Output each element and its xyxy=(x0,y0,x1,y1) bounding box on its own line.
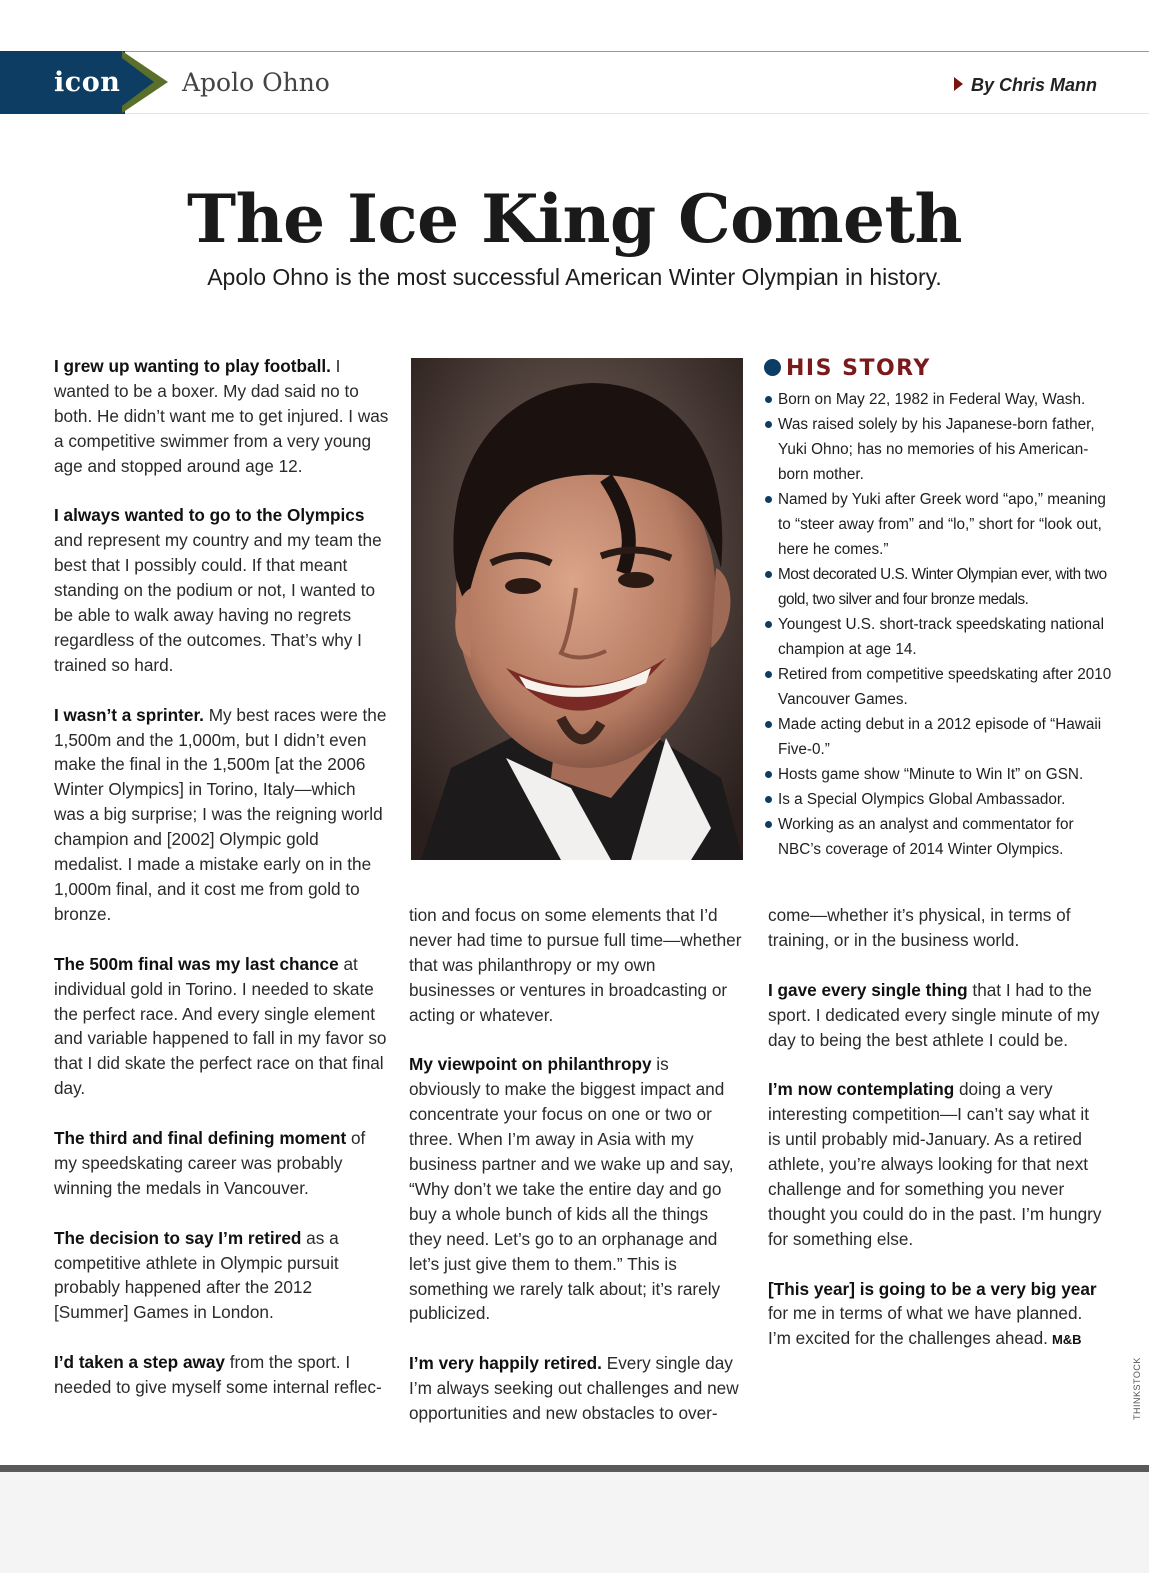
sidebar-item: Hosts game show “Minute to Win It” on GSN. xyxy=(764,762,1114,787)
footer-area xyxy=(0,1472,1149,1573)
article-paragraph xyxy=(54,503,390,677)
paragraph-lead: I’d taken a step away xyxy=(54,1352,225,1373)
paragraph-text: at individual gold in Torino. I needed to skate the perfect race. And every single element and variable happened to fall in my favor so that I did skate the perfect race on that final day. xyxy=(54,953,387,1099)
paragraph-lead: The 500m final was my last chance xyxy=(54,953,339,974)
header-rule xyxy=(0,113,1149,114)
paragraph-text: Every single day I’m always seeking out challenges and new opportunities and new obstacles to over- xyxy=(409,1353,739,1424)
paragraph-lead: The third and final defining moment xyxy=(54,1128,347,1149)
deck: Apolo Ohno is the most successful American Winter Olympian in history. xyxy=(207,264,942,290)
article-paragraph xyxy=(768,1077,1104,1251)
end-mark-logo: M&B xyxy=(1051,1332,1082,1348)
article-paragraph xyxy=(54,1226,390,1326)
article-paragraph xyxy=(54,1126,390,1201)
paragraph-text: is obviously to make the biggest impact and concentrate your focus on one or two or three. When I’m away in Asia with my business partner and we wake up and say, “Why don’t we take the entire day and go buy a whole bunch of kids all the things they need. Let’s go to an orphanage and let’s just give them to them.” This is something we rarely talk about; it’s rarely publicized. xyxy=(409,1054,734,1324)
photo-credit: THINKSTOCK xyxy=(1132,1357,1142,1420)
headline: The Ice King Cometh xyxy=(187,180,962,258)
paragraph-text: tion and focus on some elements that I’d never had time to pursue full time—whether that was philanthropy or my own businesses or ventures in broadcasting or acting or whatever. xyxy=(409,905,742,1025)
paragraph-text: My best races were the 1,500m and the 1,000m, but I didn’t even make the final in the 1,500m [at the 2006 Winter Olympics] in Torino, Italy—which was a big surprise; I was the reigning world champion and [2002] Olympic gold medalist. I made a mistake early on in the 1,000m final, and it cost me from gold to bronze. xyxy=(54,704,387,924)
sidebar-item: Youngest U.S. short-track speedskating national champion at age 14. xyxy=(764,612,1114,662)
paragraph-text: from the sport. I needed to give myself some internal reflec- xyxy=(54,1352,382,1398)
sidebar-item: Made acting debut in a 2012 episode of “Hawaii Five-0.” xyxy=(764,712,1114,762)
sidebar-item: Was raised solely by his Japanese-born father, Yuki Ohno; has no memories of his American-born mother. xyxy=(764,412,1114,487)
paragraph-lead: I always wanted to go to the Olympics xyxy=(54,505,365,526)
paragraph-text: I wanted to be a boxer. My dad said no to both. He didn’t want me to get injured. I was a competitive swimmer from a very young age and stopped around age 12. xyxy=(54,356,389,476)
portrait-illustration xyxy=(411,358,743,860)
paragraph-lead: My viewpoint on philanthropy xyxy=(409,1054,652,1075)
circle-bullet-icon xyxy=(764,359,781,376)
paragraph-text: and represent my country and my team the best that I possibly could. If that meant standing on the podium or not, I wanted to be able to walk away having no regrets regardless of the outcomes. That’s why I trained so hard. xyxy=(54,530,382,675)
article-paragraph xyxy=(409,1351,745,1426)
article-paragraph xyxy=(409,1052,745,1326)
article-paragraph xyxy=(54,703,390,927)
article-column-3 xyxy=(768,903,1104,1378)
subject-name: Apolo Ohno xyxy=(182,68,330,97)
paragraph-lead: I wasn’t a sprinter. xyxy=(54,704,204,725)
sidebar-title-text: HIS STORY xyxy=(786,356,931,381)
sidebar-title xyxy=(764,355,1114,383)
paragraph-lead: [This year] is going to be a very big year xyxy=(768,1278,1097,1299)
top-rule xyxy=(0,51,1149,52)
tab-arrow-inner xyxy=(122,58,154,106)
sidebar-item: Most decorated U.S. Winter Olympian ever, with two gold, two silver and four bronze medals. xyxy=(764,562,1114,612)
sidebar-item: Working as an analyst and commentator for NBC’s coverage of 2014 Winter Olympics. xyxy=(764,812,1114,862)
article-paragraph xyxy=(768,978,1104,1053)
article-paragraph xyxy=(409,903,745,1028)
footer-rule xyxy=(0,1465,1149,1472)
byline-arrow-icon xyxy=(954,77,963,91)
article-paragraph xyxy=(54,952,390,1101)
paragraph-text: of my speedskating career was probably winning the medals in Vancouver. xyxy=(54,1128,366,1198)
paragraph-text: that I had to the sport. I dedicated every single minute of my day to being the best athlete I could be. xyxy=(768,979,1100,1050)
article-paragraph xyxy=(768,903,1104,953)
paragraph-text: as a competitive athlete in Olympic pursuit probably happened after the 2012 [Summer] Games in London. xyxy=(54,1227,339,1323)
article-column-1 xyxy=(54,354,390,1425)
his-story-sidebar xyxy=(764,355,1114,862)
byline xyxy=(954,75,1097,96)
sidebar-item: Born on May 22, 1982 in Federal Way, Wash. xyxy=(764,387,1114,412)
byline-text: By Chris Mann xyxy=(970,75,1097,95)
article-paragraph xyxy=(54,1350,390,1400)
article-column-2 xyxy=(409,903,745,1451)
sidebar-item: Named by Yuki after Greek word “apo,” meaning to “steer away from” and “lo,” short for “look out, here he comes.” xyxy=(764,487,1114,562)
paragraph-lead: I’m now contemplating xyxy=(768,1079,955,1100)
paragraph-lead: I grew up wanting to play football. xyxy=(54,356,331,376)
paragraph-text: for me in terms of what we have planned. I’m excited for the challenges ahead. xyxy=(768,1303,1083,1349)
article-paragraph xyxy=(54,354,390,479)
article-paragraph xyxy=(768,1277,1104,1354)
paragraph-lead: I gave every single thing xyxy=(768,979,968,1000)
paragraph-lead: I’m very happily retired. xyxy=(409,1353,602,1374)
section-tab: icon xyxy=(0,51,125,114)
paragraph-text: come—whether it’s physical, in terms of training, or in the business world. xyxy=(768,905,1071,950)
paragraph-text: doing a very interesting competition—I can’t say what it is until probably mid-January. As a retired athlete, you’re always looking for that next challenge and for something you never thought you could do in the past. I’m hungry for something else. xyxy=(768,1079,1102,1249)
portrait-photo xyxy=(411,358,743,860)
sidebar-item: Is a Special Olympics Global Ambassador. xyxy=(764,787,1114,812)
sidebar-list xyxy=(764,387,1114,862)
sidebar-item: Retired from competitive speedskating after 2010 Vancouver Games. xyxy=(764,662,1114,712)
paragraph-lead: The decision to say I’m retired xyxy=(54,1227,302,1248)
